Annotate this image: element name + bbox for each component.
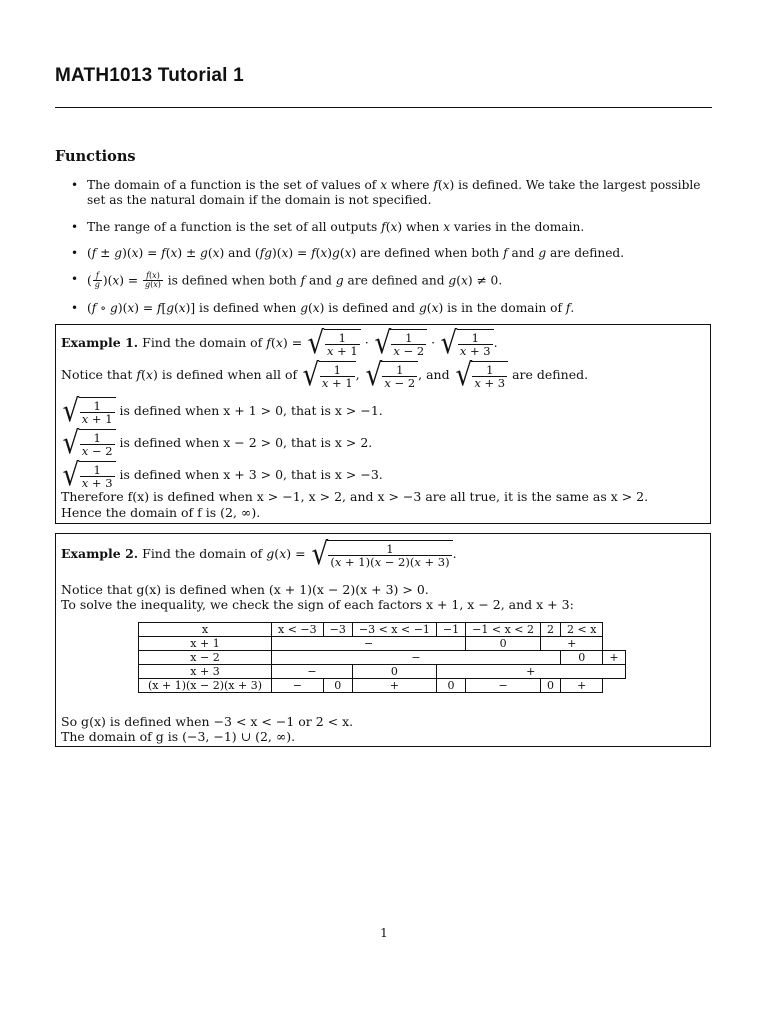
table-row [139, 651, 626, 665]
table-row [139, 665, 626, 679]
condition-line: √ $\frac{1}{x + 3}$ is defined when x + 3 > 0, that is x > −3. [62, 457, 383, 493]
table-cell: (x + 1)(x − 2)(x + 3) [139, 679, 272, 693]
example-2-notice: Notice that g(x) is defined when (x + 1)(x − 2)(x + 3) > 0. [61, 582, 429, 597]
example-2-solve: To solve the inequality, we check the sign of each factors x + 1, x − 2, and x + 3: [61, 597, 574, 612]
table-cell: − [272, 651, 561, 665]
title-rule [55, 107, 712, 108]
conclusion-line: Hence the domain of f is (2, ∞). [61, 505, 261, 520]
table-cell: + [352, 679, 436, 693]
table-cell: 0 [352, 665, 436, 679]
table-cell: + [560, 679, 602, 693]
example-2-box [55, 533, 711, 747]
formula-fraction: $\frac{f(x)}{g(x)}$ [145, 271, 161, 290]
radical: √ $\frac{1}{x - 2}$ [373, 329, 428, 358]
example-label: Example 2. [61, 546, 139, 562]
formula-fraction: $\frac{f}{g}$ [94, 271, 100, 290]
table-cell: x − 2 [139, 651, 272, 665]
list-item: • The domain of a function is the set of values of x where f(x) is defined. We take the largest possible set as the natural domain if the domain is not specified. [55, 178, 715, 209]
radical: √ $\frac{1}{x + 1}$ [301, 361, 356, 390]
radical: √ $\frac{1}{(x + 1)(x - 2)(x + 3)}$ [310, 540, 453, 569]
result-line: So g(x) is defined when −3 < x < −1 or 2 < x. [61, 714, 354, 729]
sign-table [138, 622, 626, 693]
table-cell: + [603, 651, 625, 665]
example-1-notice: Notice that f(x) is defined when all of √ $\frac{1}{x + 1}$ , √ $\frac{1}{x - 2}$ , and √ $\frac{1}{x + 3}$ are defined. [61, 357, 589, 393]
table-header-cell: −1 < x < 2 [466, 623, 541, 637]
table-cell: − [466, 679, 541, 693]
table-cell: 0 [540, 679, 560, 693]
list-item: • The range of a function is the set of all outputs f(x) when x varies in the domain. [55, 220, 715, 235]
table-header-cell: 2 < x [560, 623, 602, 637]
result-line: The domain of g is (−3, −1) ∪ (2, ∞). [61, 729, 296, 744]
definition-list [55, 178, 715, 327]
conclusion-line: Therefore f(x) is defined when x > −1, x > 2, and x > −3 are all true, it is the same as x > 2. [61, 489, 649, 504]
list-item: • (f ± g)(x) = f(x) ± g(x) and (fg)(x) = f(x)g(x) are defined when both f and g are defined. [55, 246, 715, 261]
table-header-cell: −3 [323, 623, 352, 637]
table-header-cell: x [139, 623, 272, 637]
page-title: MATH1013 Tutorial 1 [55, 65, 244, 86]
table-header-cell: −1 [436, 623, 465, 637]
example-label: Example 1. [61, 335, 139, 351]
table-cell: x + 3 [139, 665, 272, 679]
table-row [139, 679, 626, 693]
example-2-question: Example 2. Find the domain of g(x) = √ $\frac{1}{(x + 1)(x - 2)(x + 3)}$ . [61, 536, 457, 572]
table-header-row [139, 623, 626, 637]
table-row [139, 637, 626, 651]
table-cell: 0 [560, 651, 602, 665]
radical: √ $\frac{1}{x - 2}$ [364, 361, 419, 390]
table-cell: + [436, 665, 625, 679]
section-heading: Functions [55, 148, 136, 165]
table-cell: 0 [323, 679, 352, 693]
radical: √ $\frac{1}{x + 1}$ [306, 329, 361, 358]
radical: √ $\frac{1}{x + 3}$ [454, 361, 509, 390]
page-number: 1 [380, 926, 388, 940]
example-1-question: Example 1. Find the domain of f(x) = √ $\frac{1}{x + 1}$ · √ $\frac{1}{x - 2}$ · √ $\frac{1}{x + 3}$ . [61, 325, 498, 361]
table-cell: 0 [436, 679, 465, 693]
condition-line: √ $\frac{1}{x - 2}$ is defined when x − 2 > 0, that is x > 2. [62, 425, 373, 461]
table-cell: − [272, 665, 353, 679]
example-1-box [55, 324, 711, 524]
table-cell: + [540, 637, 602, 651]
table-cell: − [272, 637, 466, 651]
radical: √ $\frac{1}{x + 3}$ [439, 329, 494, 358]
table-header-cell: x < −3 [272, 623, 324, 637]
table-header-cell: −3 < x < −1 [352, 623, 436, 637]
table-cell: 0 [466, 637, 541, 651]
table-cell: x + 1 [139, 637, 272, 651]
list-item: • (f ∘ g)(x) = f[g(x)] is defined when g(x) is defined and g(x) is in the domain of f. [55, 301, 715, 316]
condition-line: √ $\frac{1}{x + 1}$ is defined when x + 1 > 0, that is x > −1. [62, 393, 383, 429]
table-header-cell: 2 [540, 623, 560, 637]
table-cell: − [272, 679, 324, 693]
list-item: • ( $\frac{f}{g}$ )(x) = $\frac{f(x)}{g(x)}$ is defined when both f and g are defined and g(x) ≠ 0. [55, 272, 715, 290]
